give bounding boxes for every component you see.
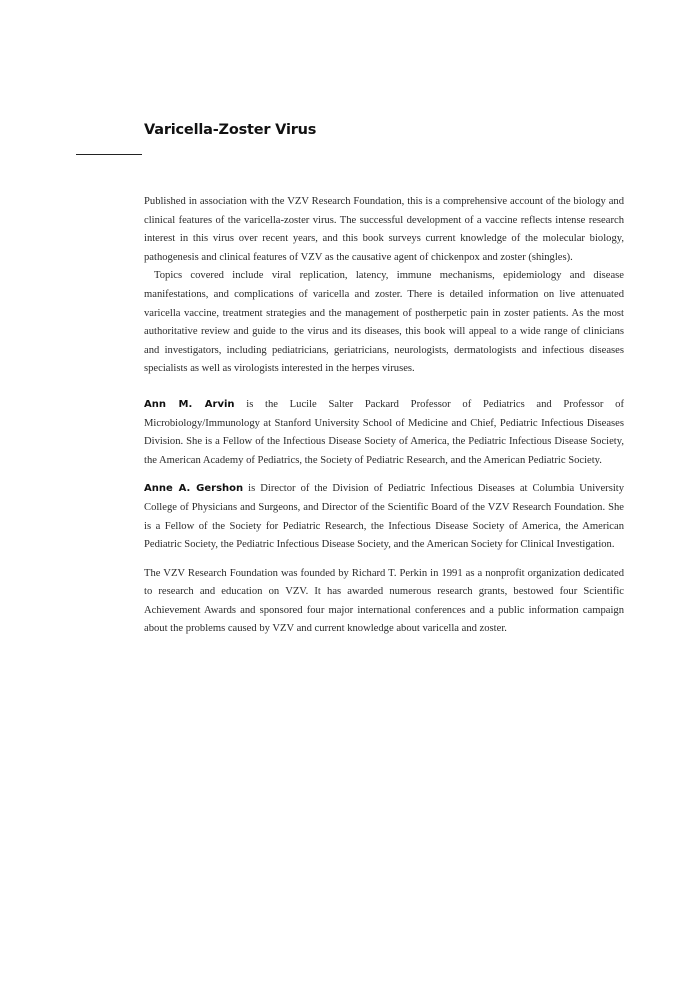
book-title: Varicella-Zoster Virus <box>144 122 317 138</box>
bio-arvin <box>144 396 624 470</box>
bio-arvin-text: is the Lucile Salter Packard Professor of Pediatrics and Professor of Microbiology/Immunology at Stanford University School of Medicine and Chief, Pediatric Infectious Diseases Division. She is a Fellow of the Infectious Disease Society of America, the Pediatric Infectious Disease Society, the American Academy of Pediatrics, the Society of Pediatric Research, and the American Pediatric Society. <box>144 398 624 466</box>
bio-arvin-name: Ann M. Arvin <box>144 398 235 410</box>
foundation-paragraph: The VZV Research Foundation was founded by Richard T. Perkin in 1991 as a nonprofit organization dedicated to research and education on VZV. It has awarded numerous research grants, bestowed four Scientific Achievement Awards and sponsored four major international conferences and a public information campaign about the problems caused by VZV and current knowledge about varicella and zoster. <box>144 567 624 635</box>
intro-paragraph-1: Published in association with the VZV Research Foundation, this is a comprehensive account of the biology and clinical features of the varicella-zoster virus. The successful development of a vaccine reflects intense research interest in this virus over recent years, and this book surveys current knowledge of the molecular biology, pathogenesis and clinical features of VZV as the causative agent of chickenpox and zoster (shingles). <box>144 196 624 263</box>
intro-paragraph-2: Topics covered include viral replication, latency, immune mechanisms, epidemiology and disease manifestations, and complications of varicella and zoster. There is detailed information on live attenuated varicella vaccine, treatment strategies and the management of postherpetic pain in zoster patients. As the most authoritative review and guide to the virus and its diseases, this book will appeal to a wide range of clinicians and investigators, including pediatricians, geriatricians, neurologists, dermatologists and infectious diseases specialists as well as virologists interested in the herpes viruses. <box>144 270 624 375</box>
title-rule <box>76 154 142 155</box>
bio-gershon-text: is Director of the Division of Pediatric Infectious Diseases at Columbia University College of Physicians and Surgeons, and Director of the Scientific Board of the VZV Research Foundation. She is a Fellow of the Society for Pediatric Research, the Infectious Disease Society of America, the American Pediatric Society, the Pediatric Infectious Disease Society, and the American Society for Clinical Investigation. <box>144 483 624 551</box>
bio-gershon-name: Anne A. Gershon <box>144 483 244 495</box>
back-cover-text <box>144 193 624 639</box>
bio-gershon <box>144 480 624 554</box>
